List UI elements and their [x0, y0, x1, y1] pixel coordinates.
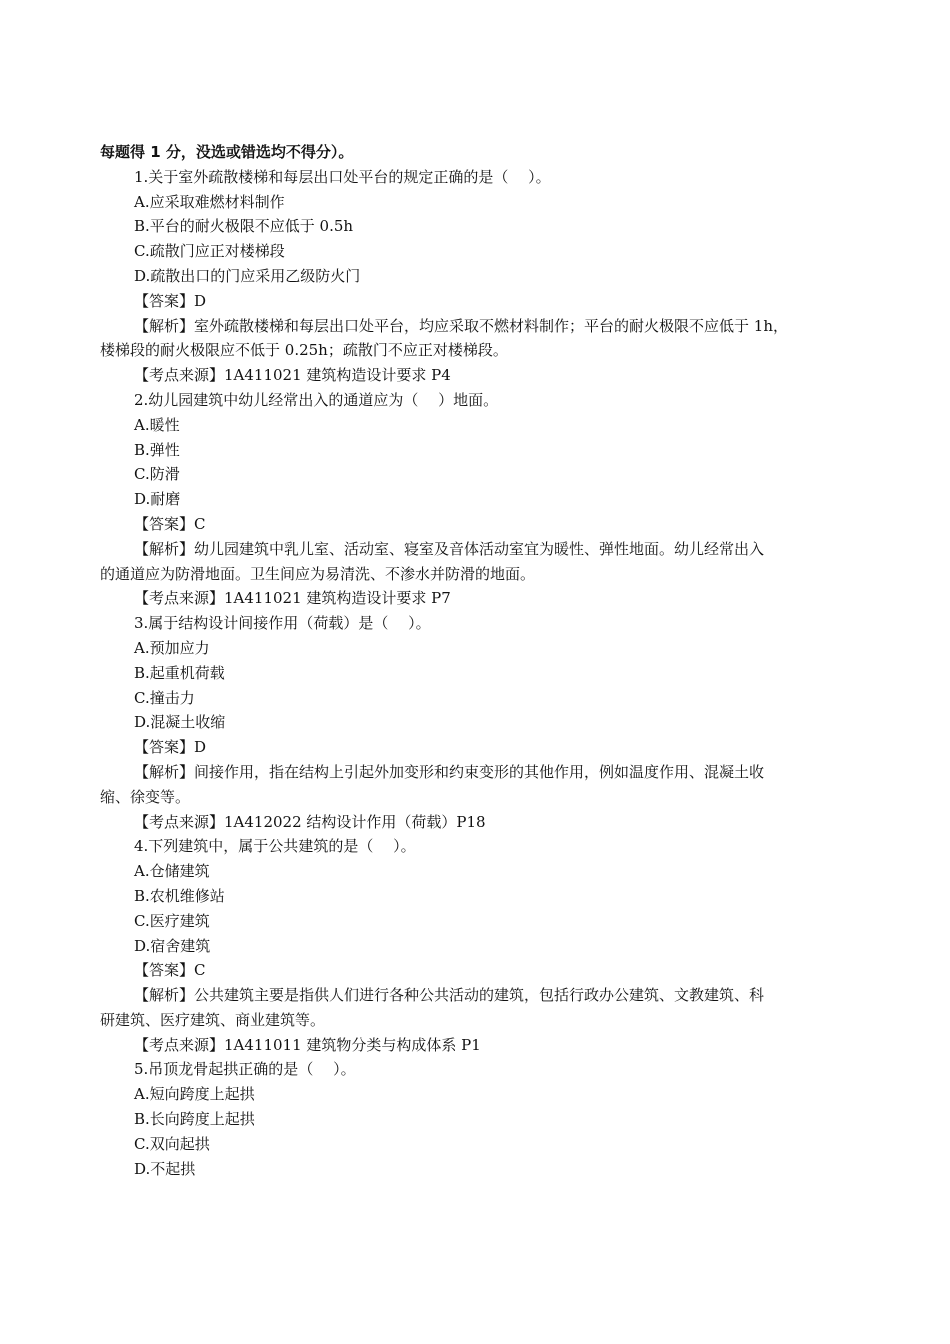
- option-d: D.不起拱: [134, 1159, 196, 1178]
- option-d: D.混凝土收缩: [134, 713, 226, 732]
- option-c: C.双向起拱: [134, 1134, 210, 1153]
- analysis-line-2: 研建筑、医疗建筑、商业建筑等。: [100, 1010, 326, 1029]
- analysis-line-2: 缩、徐变等。: [100, 787, 191, 806]
- answer: 【答案】D: [134, 291, 207, 310]
- option-d: D.耐磨: [134, 490, 181, 509]
- question-stem: 1.关于室外疏散楼梯和每层出口处平台的规定正确的是（ ）。: [134, 167, 551, 186]
- question-block: [100, 611, 872, 834]
- question-stem: 3.属于结构设计间接作用（荷载）是（ ）。: [134, 614, 431, 633]
- analysis-line-2: 楼梯段的耐火极限应不低于 0.25h；疏散门不应正对楼梯段。: [100, 341, 508, 360]
- option-c: C.疏散门应正对楼梯段: [134, 242, 285, 261]
- section-instruction: 每题得 1 分，没选或错选均不得分）。: [100, 143, 354, 161]
- source-reference: 【考点来源】1A411011 建筑物分类与构成体系 P1: [134, 1035, 481, 1054]
- source-reference: 【考点来源】1A411021 建筑构造设计要求 P4: [134, 366, 451, 385]
- option-d: D.疏散出口的门应采用乙级防火门: [134, 266, 361, 285]
- question-stem: 2.幼儿园建筑中幼儿经常出入的通道应为（ ）地面。: [134, 390, 499, 409]
- analysis-line-1: 【解析】公共建筑主要是指供人们进行各种公共活动的建筑，包括行政办公建筑、文教建筑、科: [134, 986, 765, 1005]
- option-b: B.长向跨度上起拱: [134, 1110, 255, 1129]
- question-stem: 5.吊顶龙骨起拱正确的是（ ）。: [134, 1060, 356, 1079]
- question-block: [100, 834, 872, 1057]
- source-reference: 【考点来源】1A411021 建筑构造设计要求 P7: [134, 589, 451, 608]
- option-a: A.短向跨度上起拱: [134, 1085, 255, 1104]
- analysis-line-2: 的通道应为防滑地面。卫生间应为易清洗、不渗水并防滑的地面。: [100, 564, 536, 583]
- analysis-line-1: 【解析】幼儿园建筑中乳儿室、活动室、寝室及音体活动室宜为暖性、弹性地面。幼儿经常出入: [134, 539, 765, 558]
- answer: 【答案】D: [134, 738, 207, 757]
- option-a: A.暖性: [134, 415, 180, 434]
- source-reference: 【考点来源】1A412022 结构设计作用（荷载）P18: [134, 812, 486, 831]
- option-a: A.应采取难燃材料制作: [134, 192, 285, 211]
- answer: 【答案】C: [134, 514, 206, 533]
- option-c: C.撞击力: [134, 688, 195, 707]
- option-b: B.起重机荷载: [134, 663, 225, 682]
- analysis-line-1: 【解析】间接作用，指在结构上引起外加变形和约束变形的其他作用，例如温度作用、混凝土收: [134, 762, 765, 781]
- document-page: [100, 140, 872, 1181]
- option-b: B.弹性: [134, 440, 180, 459]
- question-stem: 4.下列建筑中，属于公共建筑的是（ ）。: [134, 837, 416, 856]
- option-c: C.防滑: [134, 465, 180, 484]
- question-block: [100, 165, 872, 388]
- answer: 【答案】C: [134, 961, 206, 980]
- option-d: D.宿舍建筑: [134, 936, 211, 955]
- option-a: A.仓储建筑: [134, 862, 210, 881]
- option-b: B.平台的耐火极限不应低于 0.5h: [134, 217, 354, 236]
- option-b: B.农机维修站: [134, 886, 225, 905]
- option-c: C.医疗建筑: [134, 911, 210, 930]
- analysis-line-1: 【解析】室外疏散楼梯和每层出口处平台，均应采取不燃材料制作；平台的耐火极限不应低于 1h，: [134, 316, 788, 335]
- question-block: [100, 1057, 872, 1181]
- question-block: [100, 388, 872, 611]
- option-a: A.预加应力: [134, 638, 210, 657]
